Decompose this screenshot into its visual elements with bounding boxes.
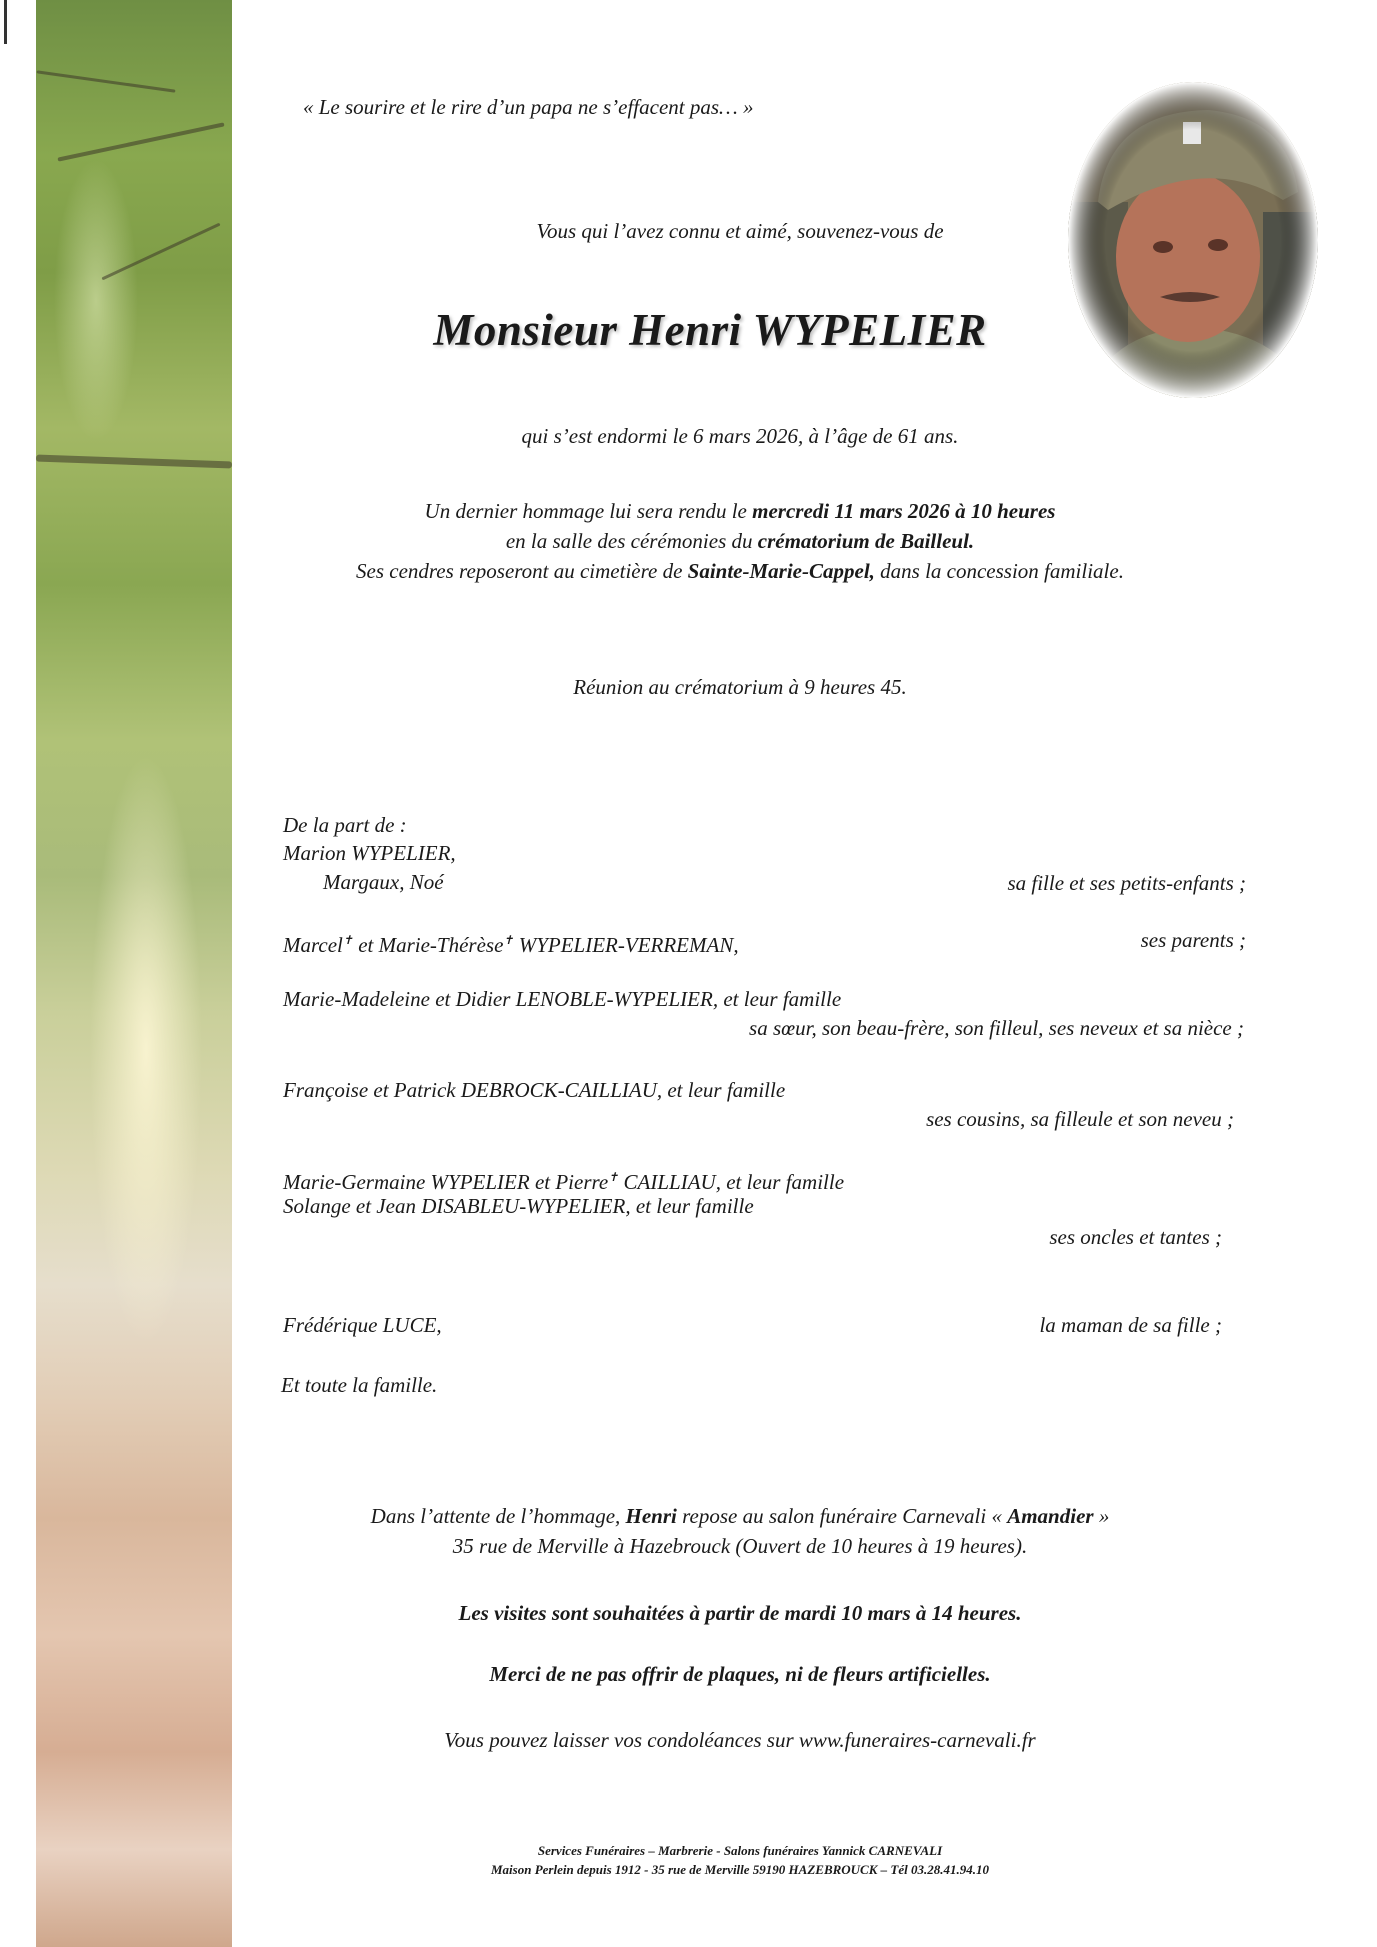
deceased-name: Monsieur Henri WYPELIER bbox=[433, 305, 987, 355]
family-g5-line2: Solange et Jean DISABLEU-WYPELIER, et leur famille bbox=[283, 1194, 754, 1218]
intro-line: Vous qui l’avez connu et aimé, souvenez-vous de bbox=[536, 219, 944, 243]
family-g3-relation: sa sœur, son beau-frère, son filleul, ses neveux et sa nièce ; bbox=[749, 1016, 1244, 1040]
forest-path-photo bbox=[36, 0, 232, 1947]
family-g4-relation: ses cousins, sa filleule et son neveu ; bbox=[926, 1107, 1234, 1131]
family-g5-line1: Marie-Germaine WYPELIER et Pierre✝ CAILLIAU, et leur famille bbox=[283, 1170, 845, 1194]
scan-edge-mark bbox=[4, 0, 7, 44]
family-g6-line1: Frédérique LUCE, bbox=[283, 1313, 442, 1337]
epigraph: « Le sourire et le rire d’un papa ne s’effacent pas… » bbox=[303, 95, 754, 119]
family-g4-line1: Françoise et Patrick DEBROCK-CAILLIAU, et leur famille bbox=[283, 1078, 786, 1102]
family-g1-line2: Margaux, Noé bbox=[323, 870, 444, 894]
rest-line-2: 35 rue de Merville à Hazebrouck (Ouvert de 10 heures à 19 heures). bbox=[452, 1534, 1028, 1558]
meeting-notice: Réunion au crématorium à 9 heures 45. bbox=[573, 675, 907, 699]
family-g2-relation: ses parents ; bbox=[1140, 928, 1246, 952]
visits-notice: Les visites sont souhaitées à partir de mardi 10 mars à 14 heures. bbox=[458, 1601, 1022, 1625]
family-g5-relation: ses oncles et tantes ; bbox=[1049, 1225, 1222, 1249]
family-g6-relation: la maman de sa fille ; bbox=[1039, 1313, 1222, 1337]
footer-line-2: Maison Perlein depuis 1912 - 35 rue de Merville 59190 HAZEBROUCK – Tél 03.28.41.94.10 bbox=[491, 1862, 989, 1877]
ceremony-line-1: Un dernier hommage lui sera rendu le mercredi 11 mars 2026 à 10 heures bbox=[424, 499, 1056, 523]
family-g1-line1: Marion WYPELIER, bbox=[283, 841, 456, 865]
condolences-notice: Vous pouvez laisser vos condoléances sur www.funeraires-carnevali.fr bbox=[444, 1728, 1036, 1752]
family-g2-line1: Marcel✝ et Marie-Thérèse✝ WYPELIER-VERREMAN, bbox=[283, 933, 739, 957]
family-g7-line1: Et toute la famille. bbox=[281, 1373, 438, 1397]
family-g3-line1: Marie-Madeleine et Didier LENOBLE-WYPELIER, et leur famille bbox=[283, 987, 842, 1011]
rest-line-1: Dans l’attente de l’hommage, Henri repose au salon funéraire Carnevali « Amandier » bbox=[370, 1504, 1110, 1528]
ceremony-line-2: en la salle des cérémonies du crématorium de Bailleul. bbox=[505, 529, 975, 553]
family-g1-relation: sa fille et ses petits-enfants ; bbox=[1007, 871, 1246, 895]
footer-line-1: Services Funéraires – Marbrerie - Salons funéraires Yannick CARNEVALI bbox=[537, 1843, 943, 1858]
death-notice: qui s’est endormi le 6 mars 2026, à l’âge de 61 ans. bbox=[521, 424, 959, 448]
family-header: De la part de : bbox=[283, 813, 407, 837]
no-plaques-notice: Merci de ne pas offrir de plaques, ni de fleurs artificielles. bbox=[489, 1662, 991, 1686]
ceremony-line-3: Ses cendres reposeront au cimetière de Sainte-Marie-Cappel, dans la concession familiale. bbox=[356, 559, 1124, 583]
